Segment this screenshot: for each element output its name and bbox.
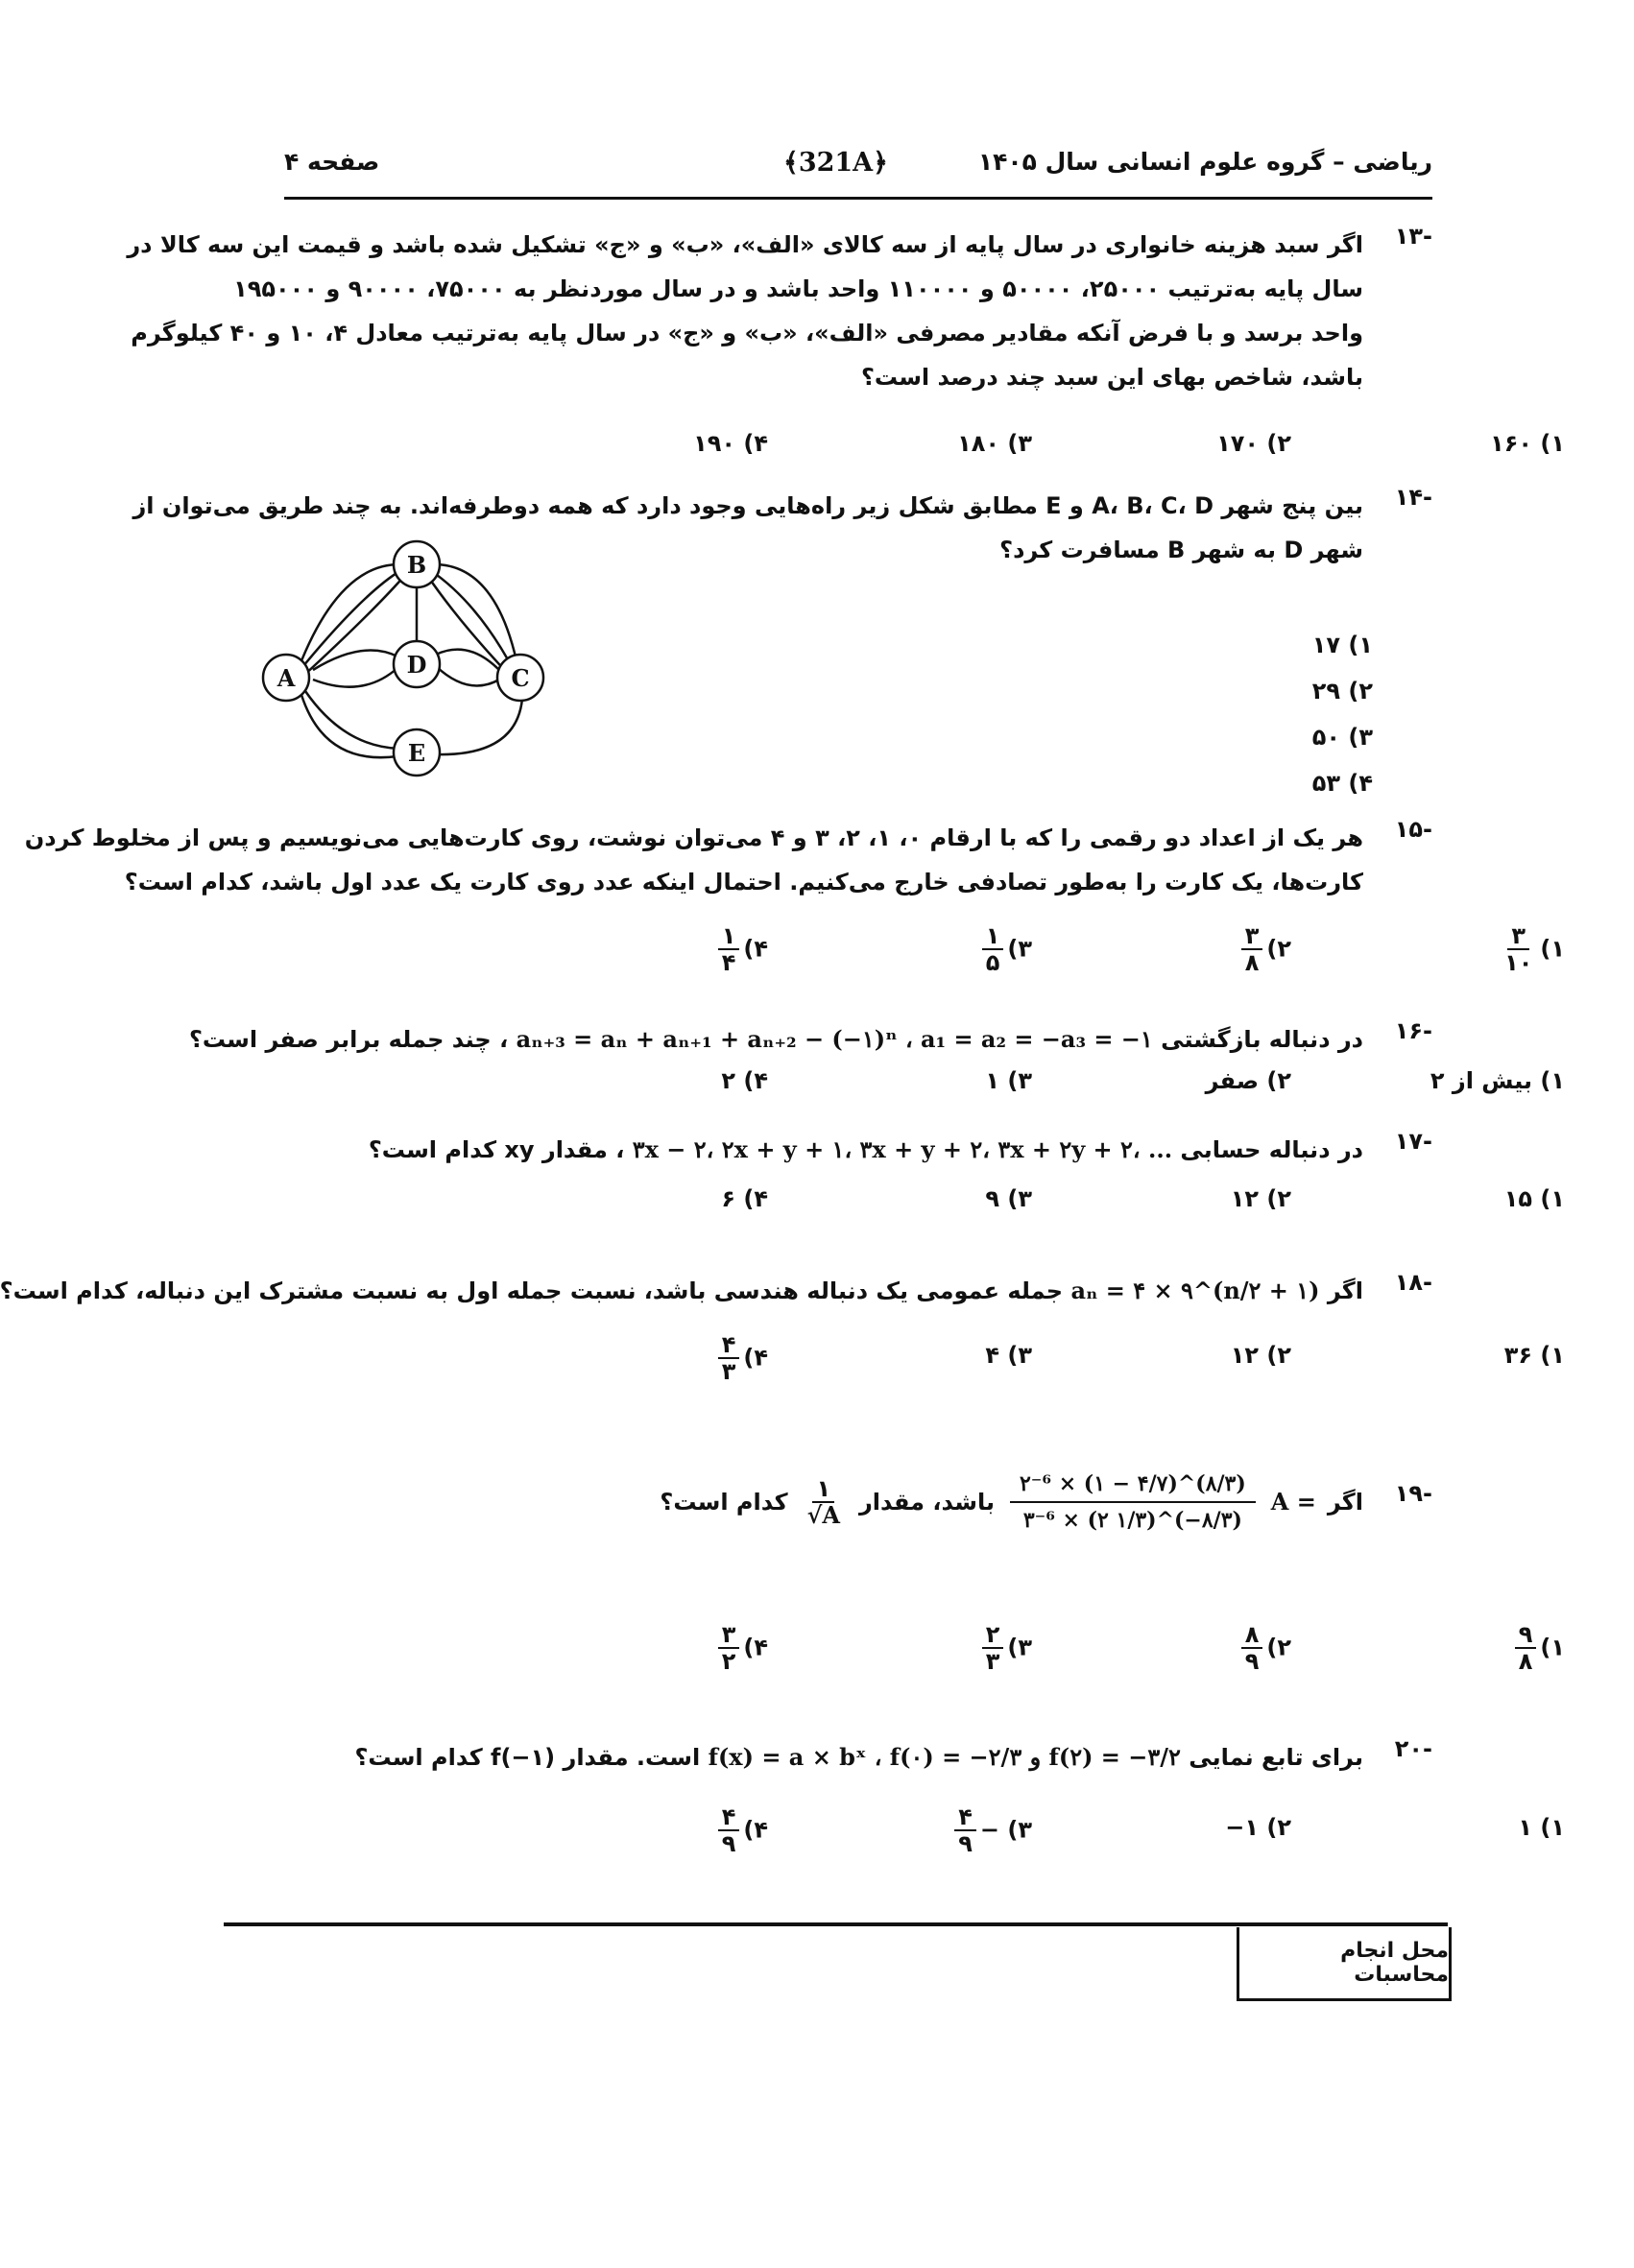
calculation-area-box — [1237, 1927, 1452, 2001]
question-number: -۲۰ — [1394, 1735, 1432, 1762]
option-3[interactable]: ۳) ۱۸۰ — [957, 430, 1032, 457]
option-3[interactable]: ۳) $\frac{۱}{۵}$ — [978, 923, 1032, 976]
option-4[interactable]: ۴) ۶ — [721, 1185, 768, 1212]
option-1[interactable]: ۱) ۱۶۰ — [1490, 430, 1565, 457]
option-2[interactable]: ۲) ۱۷۰ — [1216, 430, 1291, 457]
question-text: اگر A = $\frac{\text{۲⁻⁶ × (۱ − ۴/۷)\textasciicircum{}(۸/۳)}}{\text{۳⁻⁶ × (۲ ۱/۳)\textasciicircum{}(−۸/۳)}}$ باشد، مقدار $\frac{۱}{√A}$ کدام است؟ — [238, 1430, 1363, 1574]
question-number: -۱۷ — [1394, 1128, 1432, 1155]
node-label-b: B — [406, 551, 427, 579]
option-2[interactable]: ۲) $\frac{۳}{۸}$ — [1238, 923, 1291, 976]
a-expression: $\frac{\text{۲⁻⁶ × (۱ − ۴/۷)\textasciicircum{}(۸/۳)}}{\text{۳⁻⁶ × (۲ ۱/۳)\textasciicircum{}(−۸/۳)}}$ — [1010, 1467, 1256, 1538]
option-1[interactable]: ۱) ۳۶ — [1503, 1342, 1565, 1369]
question-13 — [127, 223, 1432, 463]
options-16 — [238, 1067, 1565, 1106]
option-1[interactable]: ۱) ۱۵ — [1503, 1185, 1565, 1212]
question-18 — [0, 1269, 1432, 1317]
sequence-formula: ۳x − ۲، ۲x + y + ۱، ۳x + y + ۲، ۳x + ۲y + ۲، ... — [632, 1135, 1173, 1163]
question-19 — [238, 1430, 1432, 1584]
question-number: -۱۴ — [1394, 484, 1432, 511]
general-term-formula: aₙ = ۴ × ۹^(n/۲ + ۱) — [1070, 1277, 1320, 1304]
option-2[interactable]: ۲) $\frac{۸}{۹}$ — [1238, 1622, 1291, 1675]
question-text: در دنباله بازگشتی aₙ₊₃ = aₙ + aₙ₊₁ + aₙ₊₂ − (−۱)ⁿ ، a₁ = a₂ = −a₃ = −۱ ، چند جمله برابر صفر است؟ — [188, 1025, 1363, 1053]
option-4[interactable]: ۴) $\frac{۴}{۳}$ — [714, 1332, 768, 1385]
question-17 — [238, 1128, 1432, 1176]
option-3[interactable]: ۳) ۵۰ — [1311, 724, 1373, 751]
question-number: -۱۹ — [1394, 1480, 1432, 1507]
question-text: بین پنج شهر A، B، C، D و E مطابق شکل زیر راه‌هایی وجود دارد که همه دوطرفه‌اند. به چند طریق می‌توان از شهر D به شهر B مسافرت کرد؟ — [132, 492, 1363, 563]
node-label-d: D — [406, 651, 427, 679]
node-label-a: A — [276, 664, 296, 692]
question-16 — [188, 1017, 1432, 1065]
question-number: -۱۸ — [1394, 1269, 1432, 1296]
question-15 — [24, 816, 1432, 912]
option-1[interactable]: ۱) $\frac{۹}{۸}$ — [1511, 1622, 1565, 1675]
option-3[interactable]: ۳) − $\frac{۴}{۹}$ — [950, 1804, 1032, 1857]
option-2[interactable]: ۲) ۱۲ — [1230, 1342, 1291, 1369]
option-3[interactable]: ۳) ۹ — [985, 1185, 1032, 1212]
exponential-function-formula: f(x) = a × bˣ ، f(۰) = −۲/۳ و f(۲) = −۳/۲ — [708, 1743, 1181, 1771]
option-3[interactable]: ۳) $\frac{۲}{۳}$ — [978, 1622, 1032, 1675]
option-2[interactable]: ۲) ۱۲ — [1230, 1185, 1291, 1212]
question-text: اگر سبد هزینه خانواری در سال پایه از سه کالای «الف»، «ب» و «ج» تشکیل شده باشد و قیمت این سه کالا در سال پایه به‌ترتیب ۲۵۰۰۰، ۵۰۰۰۰ و ۱۱۰۰۰۰ واحد باشد و در سال موردنظر به ۷۵۰۰۰، ۹۰۰۰۰ و ۱۹۵۰۰۰ واحد برسد و با فرض آنکه مقادیر مصرفی «الف»، «ب» و «ج» در سال پایه به‌ترتیب معادل ۴، ۱۰ و ۴۰ کیلوگرم باشد، شاخص بهای این سبد چند درصد است؟ — [127, 231, 1363, 391]
option-4[interactable]: ۴) ۲ — [721, 1067, 768, 1094]
exam-title: ریاضی – گروه علوم انسانی سال ۱۴۰۵ — [977, 148, 1432, 176]
recurrence-formula: aₙ₊₃ = aₙ + aₙ₊₁ + aₙ₊₂ − (−۱)ⁿ ، a₁ = a₂ = −a₃ = −۱ — [516, 1025, 1153, 1053]
question-text: در دنباله حسابی ۳x − ۲، ۲x + y + ۱، ۳x + y + ۲، ۳x + ۲y + ۲، ... ، مقدار xy کدام است؟ — [368, 1135, 1363, 1163]
options-19 — [238, 1622, 1565, 1699]
option-1[interactable]: ۱) ۱ — [1518, 1814, 1565, 1841]
page-number: صفحه ۴ — [284, 148, 380, 176]
options-14 — [1258, 622, 1373, 806]
option-4[interactable]: ۴) ۵۳ — [1311, 770, 1373, 797]
calculation-area-label: محل انجام محاسبات — [1340, 1939, 1449, 1987]
options-20 — [238, 1804, 1565, 1881]
options-13 — [238, 430, 1565, 468]
footer-divider — [224, 1922, 1448, 1926]
option-4[interactable]: ۴) $\frac{۱}{۴}$ — [714, 923, 768, 976]
question-number: -۱۶ — [1394, 1017, 1432, 1044]
option-2[interactable]: ۲) ۲۹ — [1311, 678, 1373, 704]
option-1[interactable]: ۱) ۱۷ — [1311, 632, 1373, 658]
node-label-c: C — [511, 664, 530, 692]
option-2[interactable]: ۲) ۱− — [1225, 1814, 1291, 1841]
question-number: -۱۳ — [1394, 223, 1432, 250]
options-17 — [238, 1185, 1565, 1224]
question-text: هر یک از اعداد دو رقمی را که با ارقام ۰، ۱، ۲، ۳ و ۴ می‌توان نوشت، روی کارت‌هایی می‌نویسیم و پس از مخلوط کردن کارت‌ها، یک کارت را به‌طور تصادفی خارج می‌کنیم. احتمال اینکه عدد روی کارت یک عدد اول باشد، کدام است؟ — [24, 824, 1363, 895]
question-number: -۱۵ — [1394, 816, 1432, 843]
options-18 — [238, 1332, 1565, 1409]
option-3[interactable]: ۳) ۴ — [985, 1342, 1032, 1369]
option-4[interactable]: ۴) $\frac{۳}{۲}$ — [714, 1622, 768, 1675]
city-graph-diagram — [248, 526, 565, 795]
question-20 — [238, 1735, 1432, 1783]
reciprocal-root-a: $\frac{۱}{√A}$ — [806, 1474, 840, 1529]
booklet-code: ﴾321A﴿ — [783, 148, 888, 178]
node-label-e: E — [407, 739, 426, 767]
header-divider — [284, 197, 1432, 200]
page-header — [284, 142, 1432, 190]
options-15 — [238, 923, 1565, 1000]
question-text: برای تابع نمایی f(x) = a × bˣ ، f(۰) = −۲/۳ و f(۲) = −۳/۲ است. مقدار f(−۱) کدام است؟ — [354, 1743, 1363, 1771]
question-text: اگر aₙ = ۴ × ۹^(n/۲ + ۱) جمله عمومی یک دنباله هندسی باشد، نسبت جمله اول به نسبت مشترک این دنباله، کدام است؟ — [0, 1277, 1363, 1304]
option-1[interactable]: ۱) بیش از ۲ — [1430, 1067, 1565, 1094]
option-2[interactable]: ۲) صفر — [1205, 1067, 1291, 1094]
option-3[interactable]: ۳) ۱ — [985, 1067, 1032, 1094]
option-4[interactable]: ۴) ۱۹۰ — [693, 430, 768, 457]
option-1[interactable]: ۱) $\frac{۳}{۱۰}$ — [1504, 922, 1565, 977]
option-4[interactable]: ۴) $\frac{۴}{۹}$ — [714, 1804, 768, 1857]
